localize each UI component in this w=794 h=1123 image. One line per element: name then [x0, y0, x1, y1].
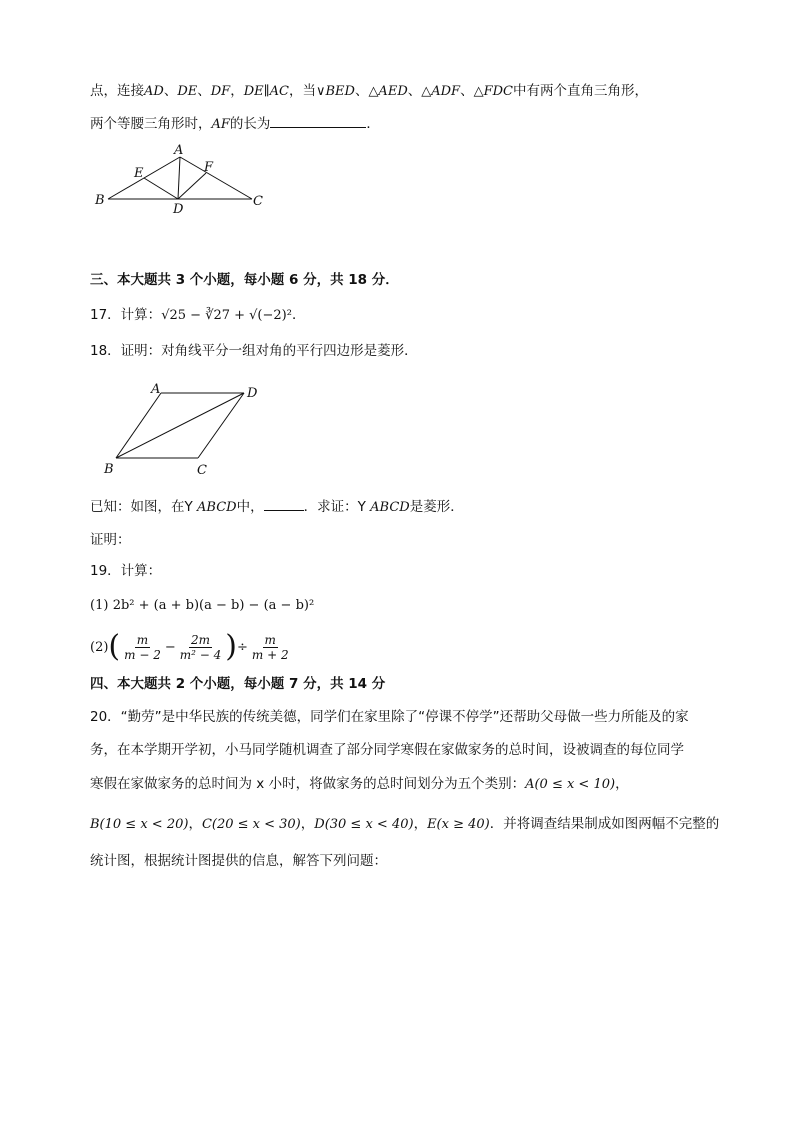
- q17-line: 17．计算：√25 − ∛27 + √(−2)²．: [90, 307, 306, 323]
- right-paren: ): [225, 629, 237, 664]
- label-b: B: [104, 462, 114, 477]
- q20-line-1: 20．“勤劳”是中华民族的传统美德，同学们在家里除了“停课不停学”还帮助父母做一些力所能及的家: [90, 709, 689, 725]
- fraction-2: $\frac{2m}{\text{m² − 4}}$: [179, 632, 222, 662]
- label-a: A: [151, 382, 161, 397]
- q18-proof-label: 证明：: [90, 532, 131, 548]
- q20-line-5: 统计图，根据统计图提供的信息，解答下列问题：: [90, 853, 387, 869]
- segment-ba: [116, 393, 161, 458]
- segment-dc: [198, 393, 244, 458]
- q16-triangle-figure: [90, 142, 270, 216]
- q18-parallelogram-figure: [96, 378, 266, 480]
- q19-part-1-expression: 2b² + (a + b)(a − b) − (a − b)²: [112, 598, 315, 613]
- segment-ad: [178, 157, 180, 199]
- diagonal-bd: [116, 393, 244, 458]
- q20-line-4: B(10 ≤ x < 20)，C(20 ≤ x < 30)，D(30 ≤ x < 40)，E(x ≥ 40)．并将调查结果制成如图两幅不完整的: [90, 816, 720, 832]
- label-d: D: [247, 386, 258, 401]
- label-a: A: [174, 143, 184, 158]
- segment-ac: [180, 157, 252, 199]
- q16-line-1: 点，连接AD、DE、DF，DE∥AC，当∨BED、△AED、△ADF、△FDC中有两个直角三角形，: [90, 83, 648, 99]
- segment-df: [178, 173, 206, 199]
- q20-line-2: 务，在本学期开学初，小马同学随机调查了部分同学寒假在家做家务的总时间，设被调查的每位同学: [90, 742, 684, 758]
- fraction-1: $\frac{m}{m - 2}$: [124, 632, 161, 662]
- q19-statement: 19．计算：: [90, 563, 162, 579]
- segment-ed: [144, 178, 178, 199]
- label-b: B: [95, 193, 105, 208]
- fraction-3: $\frac{m}{m + 2}$: [251, 632, 289, 662]
- answer-blank[interactable]: [270, 115, 366, 128]
- left-paren: (: [108, 629, 121, 664]
- q18-statement: 18．证明：对角线平分一组对角的平行四边形是菱形．: [90, 343, 418, 359]
- section-4-heading: 四、本大题共 2 个小题，每小题 7 分，共 14 分: [90, 676, 386, 692]
- q17-expression: √25 − ∛27 + √(−2)²: [161, 308, 292, 323]
- q18-given: 已知：如图，在Y ABCD中， ．求证：Y ABCD是菱形．: [90, 499, 464, 515]
- section-3-heading: 三、本大题共 3 个小题，每小题 6 分，共 18 分．: [90, 272, 399, 288]
- label-c: C: [253, 194, 263, 209]
- q16-line-2: 两个等腰三角形时，AF的长为 ．: [90, 116, 380, 132]
- q18-given-blank[interactable]: [264, 498, 304, 511]
- q19-part-1: (1) 2b² + (a + b)(a − b) − (a − b)²: [90, 598, 315, 613]
- label-e: E: [134, 166, 144, 181]
- label-f: F: [204, 160, 214, 175]
- q19-part-2: (2)( $\frac{m}{m - 2}$ − $\frac{2m}{\text{m² − 4}}$ )÷ $\frac{m}{m + 2}$: [90, 629, 289, 664]
- label-c: C: [197, 463, 207, 478]
- q20-line-3: 寒假在家做家务的总时间为 x 小时，将做家务的总时间划分为五个类别：A(0 ≤ x < 10)，: [90, 776, 629, 792]
- label-d: D: [173, 202, 184, 216]
